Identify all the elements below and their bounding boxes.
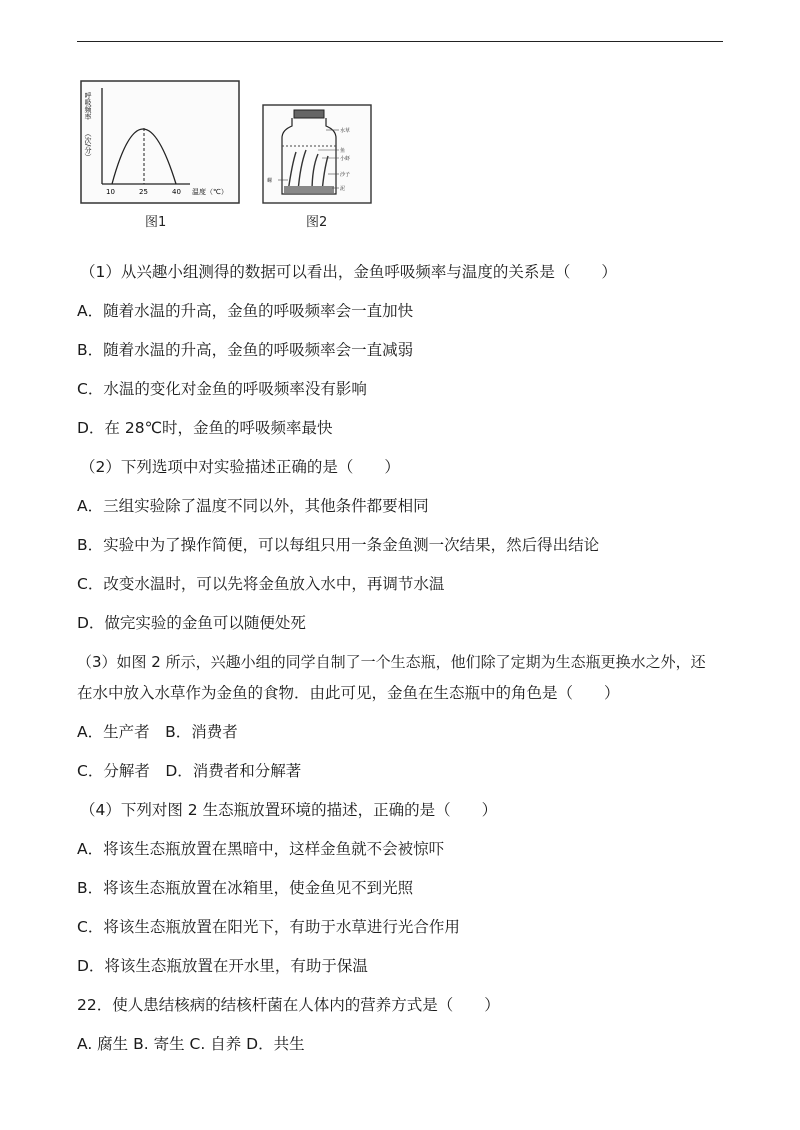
fig2-label-4: 沙子 [340, 172, 351, 178]
q1-option-a: A．随着水温的升高，金鱼的呼吸频率会一直加快 [77, 302, 414, 320]
header-rule [77, 41, 723, 42]
q2-option-a: A．三组实验除了温度不同以外，其他条件都要相同 [77, 497, 429, 515]
q4-option-a: A．将该生态瓶放置在黑暗中，这样金鱼就不会被惊吓 [77, 840, 445, 858]
fig1-xtick-1: 25 [139, 188, 148, 196]
fig1-yunit: （次/分） [84, 130, 92, 161]
fig1-xtick-0: 10 [106, 188, 115, 196]
question-3-stem-line1: （3）如图 2 所示，兴趣小组的同学自制了一个生态瓶，他们除了定期为生态瓶更换水之外，还 [77, 653, 706, 671]
question-1-stem: （1）从兴趣小组测得的数据可以看出，金鱼呼吸频率与温度的关系是（ ） [80, 263, 617, 281]
q1-option-c: C．水温的变化对金鱼的呼吸频率没有影响 [77, 380, 367, 398]
question-22-stem: 22．使人患结核病的结核杆菌在人体内的营养方式是（ ） [77, 996, 500, 1014]
fig1-xtick-2: 40 [172, 188, 181, 196]
question-2-stem: （2）下列选项中对实验描述正确的是（ ） [80, 458, 400, 476]
fig1-xlabel: 温度（℃） [192, 188, 228, 196]
fig2-label-5: 泥 [340, 186, 346, 192]
fig2-label-2: 小虾 [340, 156, 351, 162]
q4-option-c: C．将该生态瓶放置在阳光下，有助于水草进行光合作用 [77, 918, 460, 936]
figure-1-graph [80, 80, 240, 204]
q1-option-b: B．随着水温的升高，金鱼的呼吸频率会一直减弱 [77, 341, 414, 359]
q3-options-ab: A．生产者 B．消费者 [77, 723, 238, 741]
question-4-stem: （4）下列对图 2 生态瓶放置环境的描述，正确的是（ ） [80, 801, 498, 819]
q1-option-d: D．在 28℃时，金鱼的呼吸频率最快 [77, 419, 333, 437]
q4-option-d: D．将该生态瓶放置在开水里，有助于保温 [77, 957, 368, 975]
fig2-label-1: 鱼 [340, 148, 346, 154]
q2-option-b: B．实验中为了操作简便，可以每组只用一条金鱼测一次结果，然后得出结论 [77, 536, 600, 554]
figure-2-caption: 图2 [306, 215, 328, 230]
fig1-ylabel: 呼吸频率 [84, 92, 92, 120]
q2-option-d: D．做完实验的金鱼可以随便处死 [77, 614, 306, 632]
figure-1-caption: 图1 [145, 215, 167, 230]
q22-options: A. 腐生 B. 寄生 C. 自养 D．共生 [77, 1035, 305, 1053]
fig2-label-0: 水草 [340, 128, 351, 134]
q4-option-b: B．将该生态瓶放置在冰箱里，使金鱼见不到光照 [77, 879, 414, 897]
question-3-stem-line2: 在水中放入水草作为金鱼的食物．由此可见，金鱼在生态瓶中的角色是（ ） [77, 684, 620, 702]
figure-2-bottle [262, 104, 372, 204]
fig2-label-3: 螺 [267, 178, 273, 184]
q2-option-c: C．改变水温时，可以先将金鱼放入水中，再调节水温 [77, 575, 445, 593]
q3-options-cd: C．分解者 D．消费者和分解著 [77, 762, 302, 780]
